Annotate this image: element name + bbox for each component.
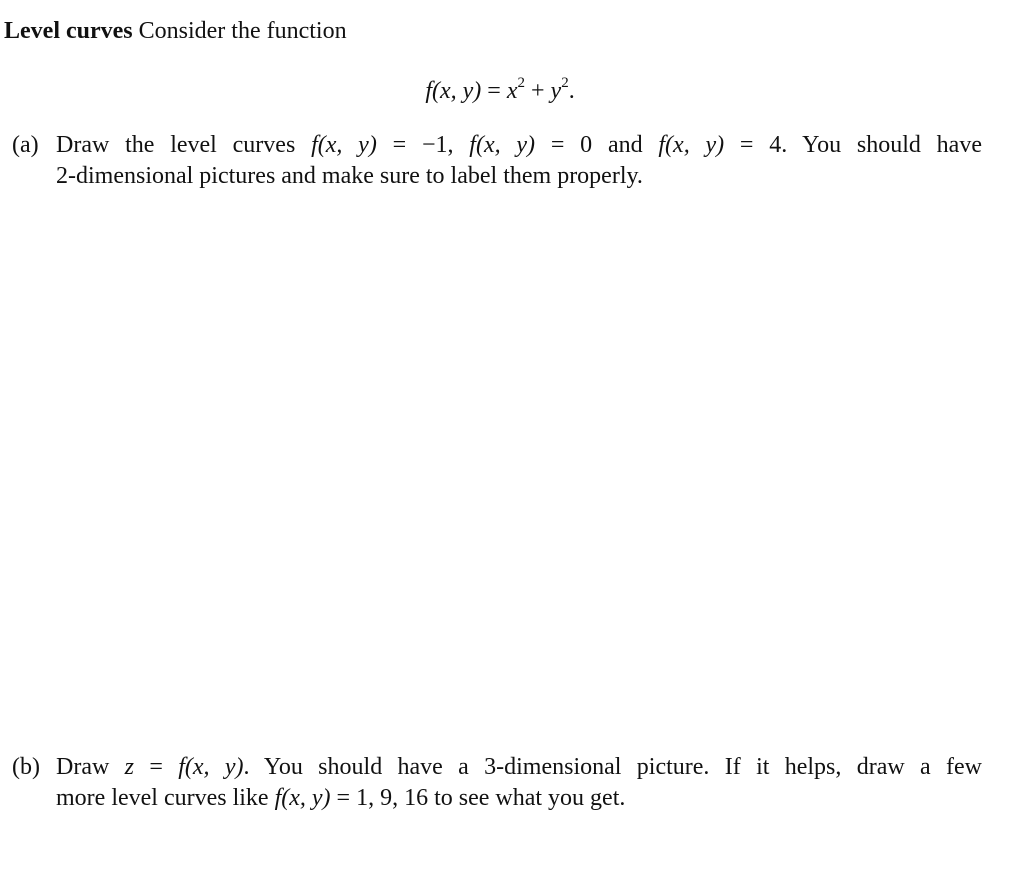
equation-equals: = (481, 78, 507, 104)
problem-title: Level curves (4, 18, 133, 44)
part-a-line-1 (56, 130, 982, 161)
part-a-label: (a) (12, 132, 39, 158)
part-a-text-1: Draw the level curves (56, 132, 312, 158)
part-b-math-z: z (124, 754, 134, 780)
part-a-math-1: f(x, y) (311, 132, 377, 158)
part-a-text-2: = −1, (376, 132, 470, 158)
problem-intro: Consider the function (138, 18, 347, 44)
equation-exponent-y: 2 (561, 75, 569, 91)
part-b-text (56, 752, 982, 814)
part-b-math-1: f(x, y) (178, 754, 244, 780)
part-b-line-1 (56, 752, 982, 783)
part-b-line-2 (56, 783, 982, 814)
part-a (12, 130, 982, 192)
part-b-text-3: more level curves like (56, 785, 275, 811)
part-a-line-2: 2-dimensional pictures and make sure to label them properly. (56, 163, 643, 189)
part-b-text-4: = 1, 9, 16 to see what you get. (330, 785, 626, 811)
part-b-equals: = (133, 754, 179, 780)
equation-plus: + (524, 78, 551, 104)
part-a-math-2: f(x, y) (469, 132, 536, 158)
answer-space-part-a (0, 200, 1024, 740)
part-b (12, 752, 982, 814)
part-a-math-3: f(x, y) (658, 132, 725, 158)
equation-lhs: f(x, y) (425, 78, 482, 104)
equation-x: x (506, 78, 518, 104)
part-b-text-1: Draw (56, 754, 125, 780)
equation-period: . (568, 78, 575, 104)
part-b-math-2: f(x, y) (274, 785, 331, 811)
part-a-text-3: = 0 and (535, 132, 659, 158)
equation-exponent-x: 2 (517, 75, 525, 91)
function-equation (0, 76, 1000, 107)
part-b-text-2: . You should have a 3-dimensional picture. If it helps, draw a few (243, 754, 982, 780)
part-a-text-4: = 4. You should have (724, 132, 982, 158)
problem-heading (4, 16, 347, 47)
equation-y: y (550, 78, 562, 104)
part-b-label: (b) (12, 754, 40, 780)
part-a-text (56, 130, 982, 192)
